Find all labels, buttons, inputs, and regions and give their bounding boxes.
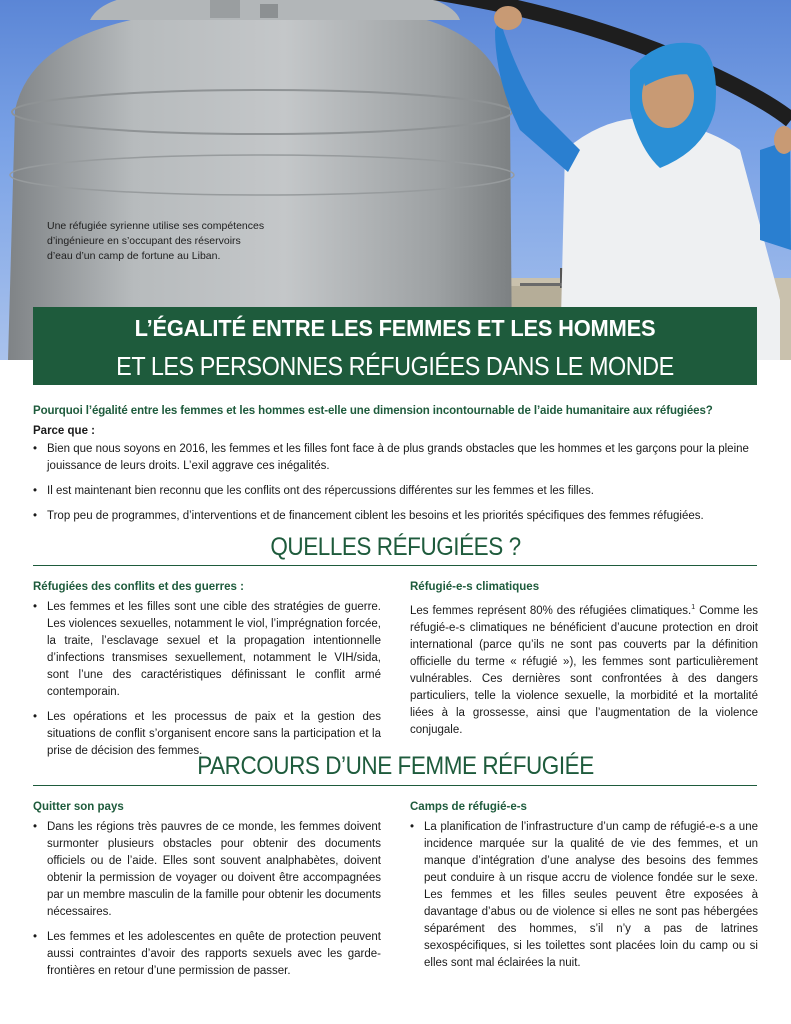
footnote-marker: 1	[691, 604, 696, 611]
column-climate	[410, 581, 758, 739]
list-item: • La planification de l’infrastructure d’un camp de réfugié-e-s a une incidence marquée sur la qualité de vie des femmes, et un manque d’intégration d’une analyse des besoins des femmes peut conduire à un risque accru de violence fondée sur le sexe. Les femmes et les filles seules peuvent être exposées à davantage d’abus ou de violence si elles ne sont pas hébergées séparément des hommes, s’il n’y a pas de latrines sexospécifiques, si les toilettes sont placées loin du camp ou si elles sont mal éclairées la nuit.	[410, 819, 758, 972]
list-item: • Dans les régions très pauvres de ce monde, les femmes doivent surmonter plusieurs obstacles pour obtenir des documents officiels ou de l’aide. Elles sont souvent analphabètes, doivent obtenir la permission de voyager ou doivent être accompagnées par un membre masculin de la famille pour obtenir les documents nécessaires.	[33, 819, 381, 921]
climate-paragraph	[410, 599, 758, 739]
photo-caption: Une réfugiée syrienne utilise ses compétences d’ingénieure en s’occupant des réservoirs d’eau d’un camp de fortune au Liban.	[47, 220, 265, 262]
section-divider	[33, 785, 757, 786]
list-item: • Les opérations et les processus de paix et la gestion des situations de conflit s’organisent encore sans la participation et la prise de décision des femmes.	[33, 709, 381, 760]
title-banner	[33, 307, 757, 385]
hero-photo	[0, 0, 791, 360]
column-conflicts	[33, 581, 381, 760]
section-title-quelles-refugiees: QUELLES RÉFUGIÉES ?	[270, 533, 521, 561]
climate-text-1: Les femmes représent 80% des réfugiées climatiques.	[410, 604, 692, 617]
intro-bullet-list	[33, 441, 753, 525]
list-item: • Les femmes et les filles sont une cible des stratégies de guerre. Les violences sexuelles, notamment le viol, l’imprégnation forcée, la traite, l’esclavage sexuel et la propagation intentionnelle d’infections transmises sexuellement, notamment le VIH/sida, sont l’une des caractéristiques définissant le conflit armé contemporain.	[33, 599, 381, 701]
list-item: • Bien que nous soyons en 2016, les femmes et les filles font face à de plus grands obstacles que les hommes et les garçons pour la pleine jouissance de leurs droits. L’exil aggrave ces inégalités.	[33, 441, 753, 475]
climate-text-2: Comme les réfugié-e-s climatiques ne bénéficient d’aucune protection en droit international (parce qu’ils ne sont pas couverts par la définition officielle du terme « réfugié »), les femmes sont particulièrement vulnérables. Ces dernières sont confrontées à des dangers particuliers, telle la violence sexuelle, la morbidité et la mortalité liées à la grossesse, ainsi que l’augmentation de la violence conjugale.	[410, 604, 758, 736]
page-title: L’ÉGALITÉ ENTRE LES FEMMES ET LES HOMMES	[134, 315, 656, 341]
section-divider	[33, 565, 757, 566]
list-item: • Les femmes et les adolescentes en quête de protection peuvent aussi contraintes d’avoir des rapports sexuels avec les garde-frontières en retour d’une permission de passer.	[33, 929, 381, 980]
column-leaving-country	[33, 801, 381, 980]
column-heading: Camps de réfugié-e-s	[410, 801, 527, 813]
section-title-parcours: PARCOURS D’UNE FEMME RÉFUGIÉE	[197, 752, 594, 780]
page-subtitle: ET LES PERSONNES RÉFUGIÉES DANS LE MONDE	[116, 351, 674, 381]
water-tank-illustration	[0, 0, 791, 360]
intro-because: Parce que :	[33, 425, 95, 437]
column-heading: Réfugiées des conflits et des guerres :	[33, 581, 244, 593]
column-heading: Quitter son pays	[33, 801, 124, 813]
intro-question: Pourquoi l’égalité entre les femmes et les hommes est-elle une dimension incontournable de l’aide humanitaire aux réfugiées?	[33, 405, 713, 417]
list-item: • Il est maintenant bien reconnu que les conflits ont des répercussions différentes sur les femmes et les filles.	[33, 483, 753, 500]
column-refugee-camps	[410, 801, 758, 972]
list-item: • Trop peu de programmes, d’interventions et de financement ciblent les besoins et les priorités spécifiques des femmes réfugiées.	[33, 508, 753, 525]
column-heading: Réfugié-e-s climatiques	[410, 581, 540, 593]
